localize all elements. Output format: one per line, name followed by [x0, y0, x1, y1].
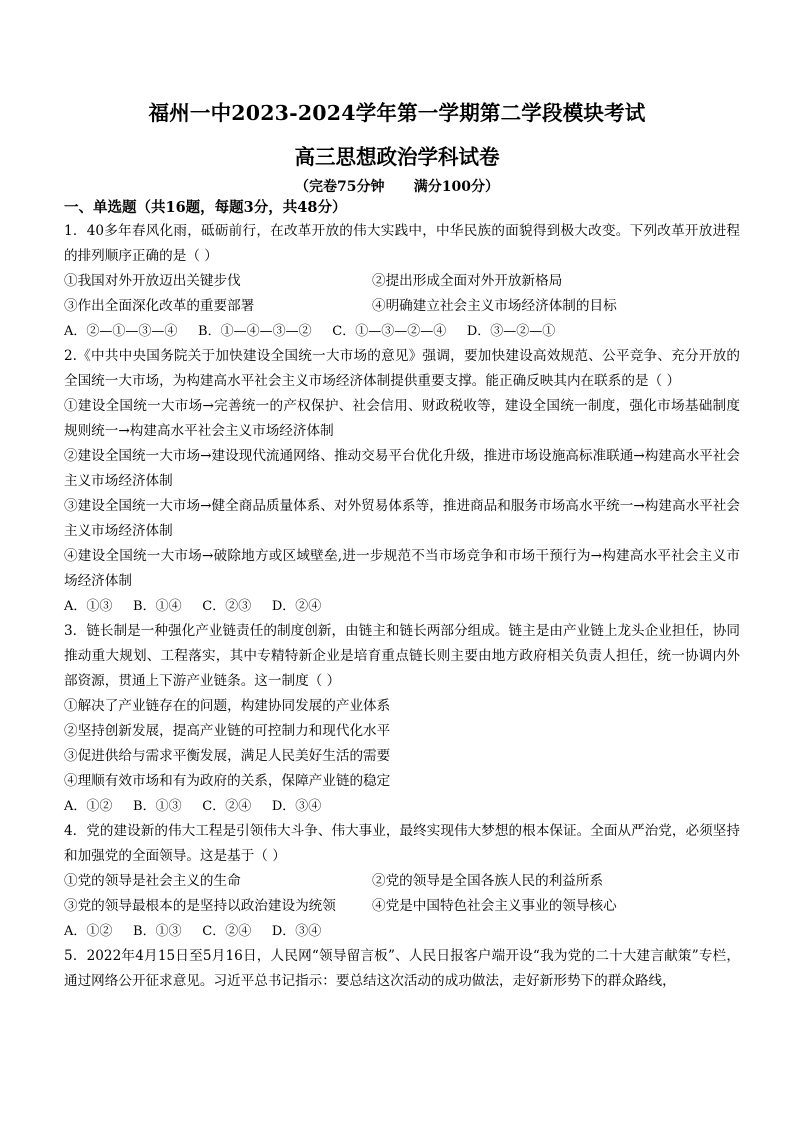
exam-subtitle: 高三思想政治学科试卷: [294, 145, 500, 169]
question-stem: 3．链长制是一种强化产业链责任的制度创新，由链主和链长两部分组成。链主是由产业链上龙头企业担任，协同推动重大规划、工程落实，其中专精特新企业是培育重点链长则主要由地方政府相关负责人担任，统一协调内外部资源，贯通上下游产业链条。这一制度（ ）: [64, 623, 740, 689]
statement-1: ①解决了产业链存在的问题，构建协同发展的产业体系: [64, 698, 391, 714]
statement-3: ③建设全国统一大市场→健全商品质量体系、对外贸易体系等，推进商品和服务市场高水平统一→构建高水平社会主义市场经济体制: [64, 498, 740, 539]
statement-2: ②党的领导是全国各族人民的利益所系: [372, 873, 604, 889]
statement-2: ②提出形成全面对外开放新格局: [372, 273, 563, 289]
question-stem: 5．2022年4月15日至5月16日，人民网“领导留言板”、人民日报客户端开设“我为党的二十大建言献策”专栏，通过网络公开征求意见。习近平总书记指示：要总结这次活动的成功做法，走好新形势下的群众路线，: [64, 948, 740, 989]
question-1: [64, 219, 740, 344]
exam-title: 福州一中2023-2024学年第一学期第二学段模块考试: [148, 101, 646, 125]
question-2: [64, 344, 740, 619]
statement-1: ①建设全国统一大市场→完善统一的产权保护、社会信用、财政税收等，建设全国统一制度，强化市场基础制度规则统一→构建高水平社会主义市场经济体制: [64, 398, 740, 439]
statement-3: ③党的领导最根本的是坚持以政治建设为统领: [64, 898, 336, 914]
answer-options: A．①③ B．①④ C．②③ D．②④: [64, 599, 322, 614]
statement-2: ②坚持创新发展，提高产业链的可控制力和现代化水平: [64, 723, 391, 739]
exam-content: [64, 198, 740, 994]
statement-row: [64, 269, 740, 294]
question-stem: 1．40多年春风化雨，砥砺前行，在改革开放的伟大实践中，中华民族的面貌得到极大改变。下列改革开放进程的排列顺序正确的是（ ）: [64, 223, 740, 264]
question-5: [64, 944, 740, 994]
statement-3: ③促进供给与需求平衡发展，满足人民美好生活的需要: [64, 748, 391, 764]
statement-row: [64, 894, 740, 919]
statement-4: ④党是中国特色社会主义事业的领导核心: [372, 898, 617, 914]
statement-4: ④明确建立社会主义市场经济体制的目标: [372, 298, 617, 314]
question-3: [64, 619, 740, 819]
section-heading: 一、单选题（共16题，每题3分，共48分）: [64, 199, 347, 216]
answer-options: A．①② B．①③ C．②④ D．③④: [64, 799, 322, 814]
statement-3: ③作出全面深化改革的重要部署: [64, 298, 255, 314]
question-stem: 4．党的建设新的伟大工程是引领伟大斗争、伟大事业，最终实现伟大梦想的根本保证。全面从严治党，必须坚持和加强党的全面领导。这是基于（ ）: [64, 823, 740, 864]
question-4: [64, 819, 740, 944]
question-stem: 2.《中共中央国务院关于加快建设全国统一大市场的意见》强调，要加快建设高效规范、公平竞争、充分开放的全国统一大市场，为构建高水平社会主义市场经济体制提供重要支撑。能正确反映其内在联系的是（ ）: [64, 348, 740, 389]
statement-2: ②建设全国统一大市场→建设现代流通网络、推动交易平台优化升级，推进市场设施高标准联通→构建高水平社会主义市场经济体制: [64, 448, 740, 489]
statement-1: ①我国对外开放迈出关键步伐: [64, 273, 241, 289]
exam-info: （完卷75分钟 满分100分）: [295, 179, 499, 195]
answer-options: A．①② B．①③ C．②④ D．③④: [64, 924, 322, 939]
statement-1: ①党的领导是社会主义的生命: [64, 873, 241, 889]
statement-row: [64, 869, 740, 894]
answer-options: A．②—①—③—④ B．①—④—③—② C．①—③—②—④ D．③—②—①: [64, 324, 556, 339]
statement-4: ④建设全国统一大市场→破除地方或区域壁垒,进一步规范不当市场竞争和市场干预行为→构建高水平社会主义市场经济体制: [64, 548, 740, 589]
statement-row: [64, 294, 740, 319]
statement-4: ④理顺有效市场和有为政府的关系，保障产业链的稳定: [64, 773, 391, 789]
